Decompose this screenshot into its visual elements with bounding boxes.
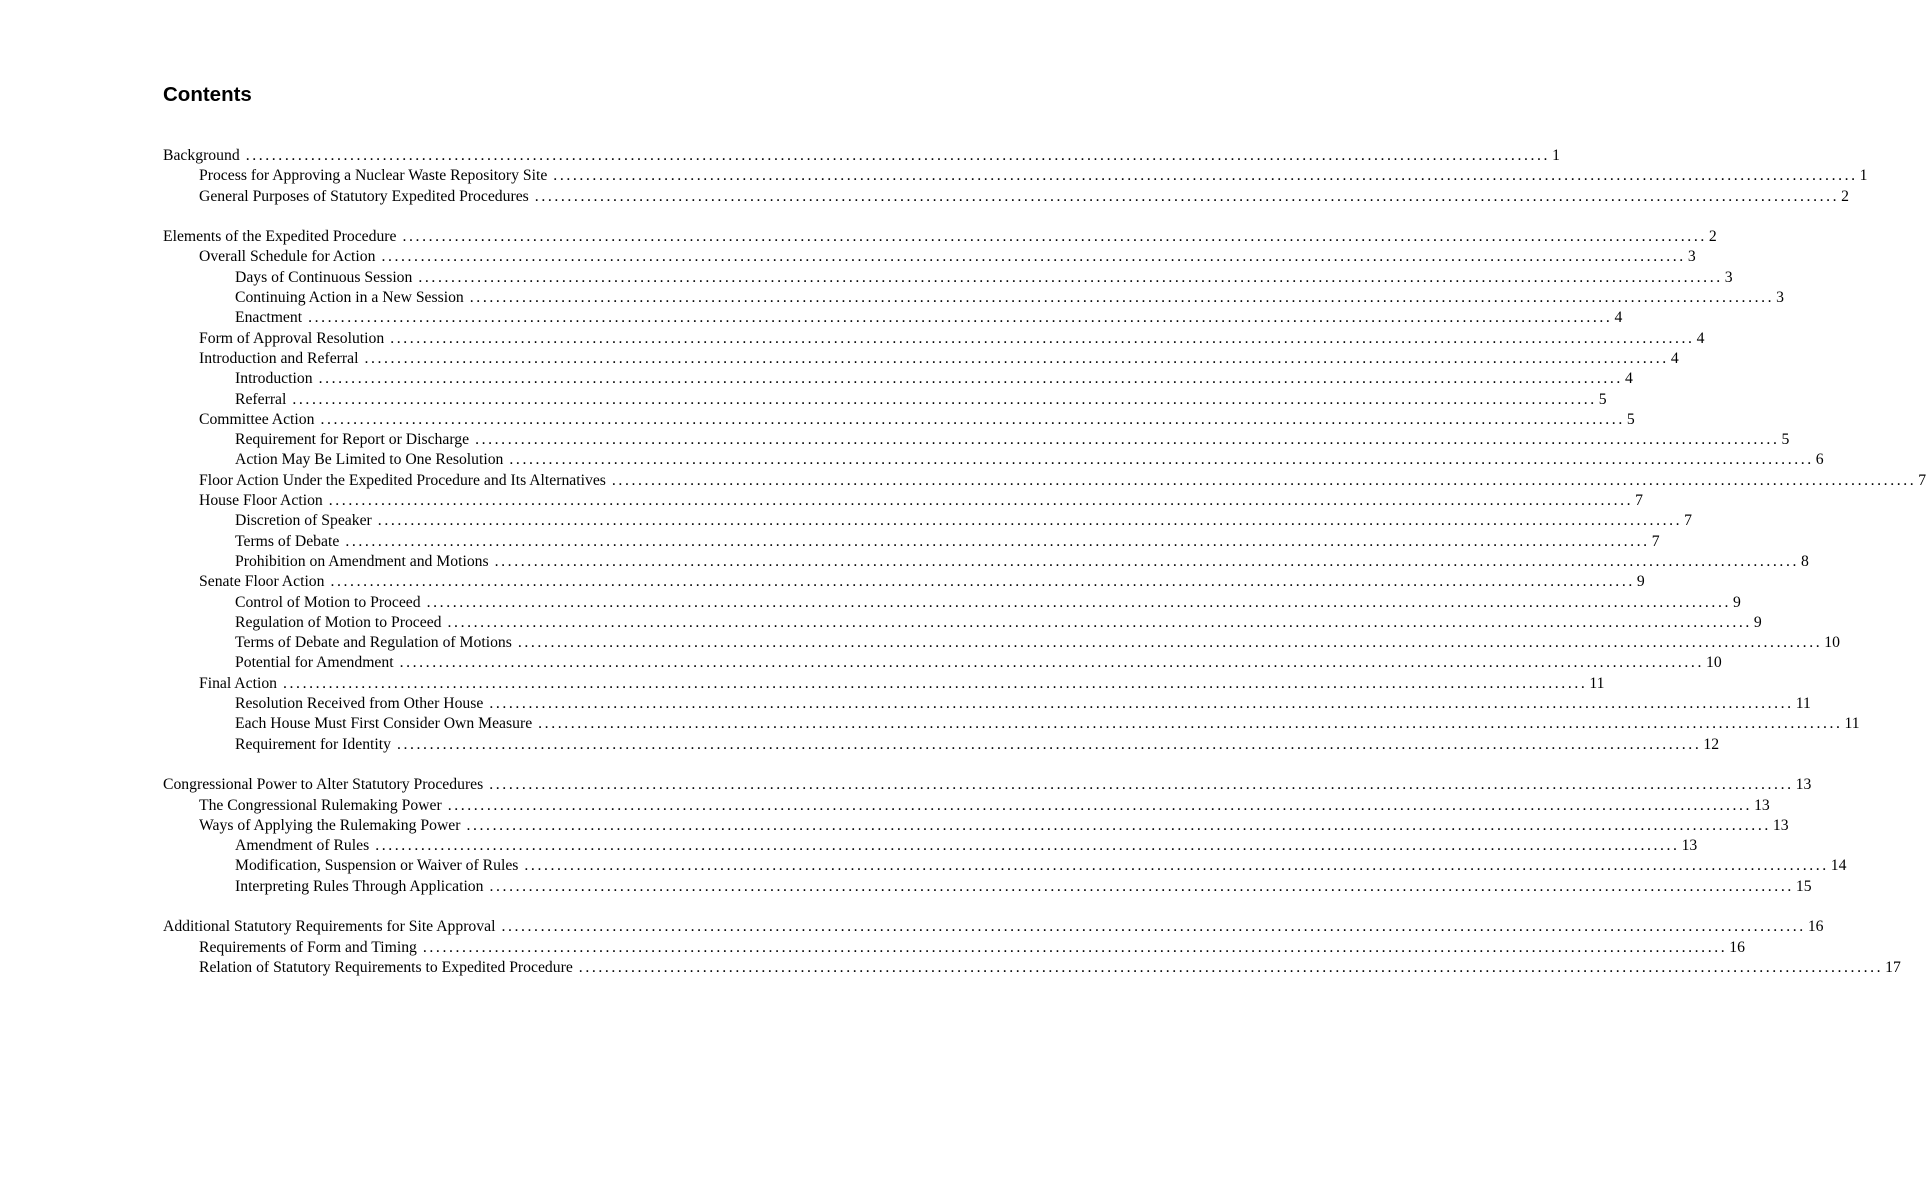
dot-leader: ........................................................................................................................................................................................................ [320,410,1625,428]
dot-leader: ........................................................................................................................................................................................................ [538,715,1843,733]
toc-entry-label: General Purposes of Statutory Expedited Procedures [199,187,529,205]
toc-entry-label: Modification, Suspension or Waiver of Rules [235,857,519,875]
dot-leader: ........................................................................................................................................................................................................ [345,532,1650,550]
dot-leader: ........................................................................................................................................................................................................ [377,512,1683,530]
dot-leader: ........................................................................................................................................................................................................ [489,776,1794,794]
toc-entry-level-2 [163,938,1745,958]
toc-entry-level-3 [163,552,1809,572]
dot-leader: ........................................................................................................................................................................................................ [489,695,1794,713]
toc-entry-page-number: 13 [1772,816,1789,834]
dot-leader: ........................................................................................................................................................................................................ [283,674,1588,692]
dot-leader: ........................................................................................................................................................................................................ [447,796,1753,814]
toc-entry-label: Resolution Received from Other House [235,695,484,713]
toc-entry-page-number: 7 [1684,512,1693,530]
dot-leader: ........................................................................................................................................................................................................ [418,268,1723,286]
toc-entry-page-number: 4 [1696,329,1705,347]
dot-leader: ........................................................................................................................................................................................................ [466,816,1771,834]
dot-leader: ........................................................................................................................................................................................................ [318,370,1623,388]
toc-entry-label: Relation of Statutory Requirements to Expedited Procedure [199,958,573,976]
toc-entry-level-3 [163,593,1741,613]
toc-entry-level-2 [163,329,1705,349]
toc-entry-level-3 [163,714,1860,734]
toc-entry-label: Discretion of Speaker [235,512,372,530]
toc-entry-page-number: 5 [1781,431,1790,449]
toc-entry-page-number: 3 [1776,289,1784,307]
toc-entry-level-2 [163,166,1868,186]
toc-entry-page-number: 1 [1552,147,1560,164]
toc-entry-level-3 [163,369,1633,389]
toc-entry-level-2 [163,572,1645,592]
dot-leader: ........................................................................................................................................................................................................ [375,837,1680,855]
toc-entry-page-number: 6 [1815,451,1824,469]
toc-entry-label: Each House Must First Consider Own Measure [235,715,533,733]
toc-entry-level-3 [163,633,1840,653]
toc-entry-level-3 [163,694,1811,714]
table-of-contents [163,146,1926,998]
toc-entry-page-number: 15 [1795,877,1812,895]
dot-leader: ........................................................................................................................................................................................................ [426,593,1731,611]
dot-leader: ........................................................................................................................................................................................................ [402,228,1707,246]
dot-leader: ........................................................................................................................................................................................................ [534,187,1840,205]
toc-entry-level-1 [163,227,1717,247]
toc-entry-label: Continuing Action in a New Session [235,289,464,307]
toc-entry-level-3 [163,430,1790,450]
dot-leader: ........................................................................................................................................................................................................ [364,349,1669,367]
toc-entry-level-1 [163,146,1560,166]
toc-entry-level-1 [163,917,1824,937]
toc-entry-page-number: 9 [1733,593,1741,611]
toc-entry-page-number: 2 [1708,228,1717,246]
dot-leader: ........................................................................................................................................................................................................ [396,735,1702,753]
toc-entry-page-number: 11 [1844,715,1860,733]
toc-entry-page-number: 13 [1754,796,1770,814]
toc-entry-level-3 [163,308,1623,328]
toc-entry-label: Floor Action Under the Expedited Procedure and Its Alternatives [199,471,606,489]
toc-section [163,775,1847,897]
dot-leader: ........................................................................................................................................................................................................ [422,938,1728,956]
toc-entry-page-number: 16 [1729,938,1745,956]
toc-entry-label: Days of Continuous Session [235,268,413,286]
toc-entry-page-number: 4 [1624,370,1633,388]
toc-entry-label: Form of Approval Resolution [199,329,385,347]
dot-leader: ........................................................................................................................................................................................................ [330,573,1635,591]
dot-leader: ........................................................................................................................................................................................................ [553,167,1858,185]
dot-leader: ........................................................................................................................................................................................................ [517,634,1823,652]
dot-leader: ........................................................................................................................................................................................................ [390,329,1695,347]
toc-entry-label: Enactment [235,309,303,327]
toc-entry-level-3 [163,390,1607,410]
toc-entry-label: Regulation of Motion to Proceed [235,613,442,631]
dot-leader: ........................................................................................................................................................................................................ [524,857,1829,875]
toc-entry-label: Elements of the Expedited Procedure [163,228,397,246]
toc-entry-level-3 [163,735,1720,755]
dot-leader: ........................................................................................................................................................................................................ [308,309,1613,327]
toc-entry-page-number: 7 [1635,492,1643,510]
toc-entry-level-2 [163,471,1926,491]
toc-entry-label: Terms of Debate and Regulation of Motions [235,634,512,652]
page-title: Contents [163,83,252,106]
toc-entry-label: Control of Motion to Proceed [235,593,421,611]
toc-entry-level-3 [163,288,1784,308]
toc-entry-label: Final Action [199,674,278,692]
toc-entry-page-number: 3 [1687,248,1696,266]
dot-leader: ........................................................................................................................................................................................................ [611,471,1917,489]
toc-section [163,917,1901,978]
toc-entry-label: Process for Approving a Nuclear Waste Repository Site [199,167,548,185]
toc-entry-page-number: 2 [1841,187,1850,205]
toc-entry-level-2 [163,247,1696,267]
toc-entry-page-number: 3 [1724,268,1733,286]
dot-leader: ........................................................................................................................................................................................................ [381,248,1686,266]
dot-leader: ........................................................................................................................................................................................................ [328,492,1634,510]
toc-entry-page-number: 10 [1824,634,1840,652]
toc-entry-page-number: 10 [1705,654,1722,672]
toc-entry-page-number: 17 [1885,958,1901,976]
toc-entry-level-3 [163,268,1733,288]
toc-entry-level-3 [163,836,1698,856]
toc-entry-level-2 [163,674,1605,694]
dot-leader: ........................................................................................................................................................................................................ [578,958,1884,976]
toc-entry-label: Senate Floor Action [199,573,325,591]
toc-entry-page-number: 16 [1807,918,1824,936]
toc-entry-page-number: 1 [1859,167,1868,185]
toc-section [163,227,1926,755]
toc-entry-page-number: 14 [1830,857,1847,875]
toc-entry-label: Potential for Amendment [235,654,394,672]
toc-entry-level-3 [163,653,1722,673]
dot-leader: ........................................................................................................................................................................................................ [469,289,1775,307]
toc-entry-page-number: 11 [1589,674,1605,692]
toc-entry-level-3 [163,856,1847,876]
toc-entry-label: Terms of Debate [235,532,340,550]
toc-entry-page-number: 12 [1703,735,1720,753]
toc-entry-level-3 [163,450,1824,470]
toc-entry-label: Committee Action [199,410,315,428]
dot-leader: ........................................................................................................................................................................................................ [489,877,1794,895]
toc-entry-level-2 [163,796,1770,816]
toc-entry-label: Introduction and Referral [199,349,359,367]
dot-leader: ........................................................................................................................................................................................................ [245,147,1551,164]
toc-entry-level-3 [163,877,1812,897]
toc-entry-level-2 [163,958,1901,978]
toc-section [163,146,1868,207]
toc-entry-label: Overall Schedule for Action [199,248,376,266]
toc-entry-page-number: 13 [1681,837,1698,855]
toc-entry-label: Referral [235,390,287,408]
toc-entry-label: House Floor Action [199,492,323,510]
toc-entry-label: Congressional Power to Alter Statutory Procedures [163,776,484,794]
toc-entry-label: Interpreting Rules Through Application [235,877,484,895]
toc-entry-page-number: 5 [1626,410,1635,428]
toc-entry-label: The Congressional Rulemaking Power [199,796,442,814]
toc-entry-label: Action May Be Limited to One Resolution [235,451,504,469]
dot-leader: ........................................................................................................................................................................................................ [501,918,1806,936]
toc-entry-label: Background [163,147,240,164]
dot-leader: ........................................................................................................................................................................................................ [509,451,1814,469]
toc-entry-level-3 [163,532,1660,552]
toc-entry-level-2 [163,187,1850,207]
toc-entry-page-number: 4 [1614,309,1623,327]
toc-entry-level-1 [163,775,1812,795]
toc-entry-label: Additional Statutory Requirements for Site Approval [163,918,496,936]
toc-entry-label: Requirements of Form and Timing [199,938,417,956]
dot-leader: ........................................................................................................................................................................................................ [494,552,1799,570]
toc-entry-page-number: 13 [1795,776,1812,794]
toc-entry-label: Amendment of Rules [235,837,370,855]
toc-entry-label: Requirement for Identity [235,735,391,753]
toc-entry-level-2 [163,349,1679,369]
toc-entry-label: Requirement for Report or Discharge [235,431,470,449]
toc-entry-page-number: 8 [1801,552,1809,570]
toc-entry-page-number: 7 [1651,532,1660,550]
toc-entry-page-number: 7 [1918,471,1926,489]
toc-entry-label: Introduction [235,370,313,388]
toc-entry-page-number: 5 [1598,390,1607,408]
dot-leader: ........................................................................................................................................................................................................ [399,654,1704,672]
toc-entry-level-2 [163,816,1789,836]
toc-entry-level-2 [163,491,1643,511]
toc-entry-page-number: 4 [1670,349,1679,367]
toc-entry-level-3 [163,511,1693,531]
toc-entry-page-number: 11 [1795,695,1811,713]
dot-leader: ........................................................................................................................................................................................................ [447,613,1752,631]
toc-entry-page-number: 9 [1753,613,1762,631]
toc-entry-level-3 [163,613,1762,633]
dot-leader: ........................................................................................................................................................................................................ [475,431,1780,449]
toc-entry-label: Prohibition on Amendment and Motions [235,552,489,570]
toc-entry-level-2 [163,410,1635,430]
dot-leader: ........................................................................................................................................................................................................ [292,390,1597,408]
toc-entry-page-number: 9 [1636,573,1645,591]
toc-entry-label: Ways of Applying the Rulemaking Power [199,816,461,834]
